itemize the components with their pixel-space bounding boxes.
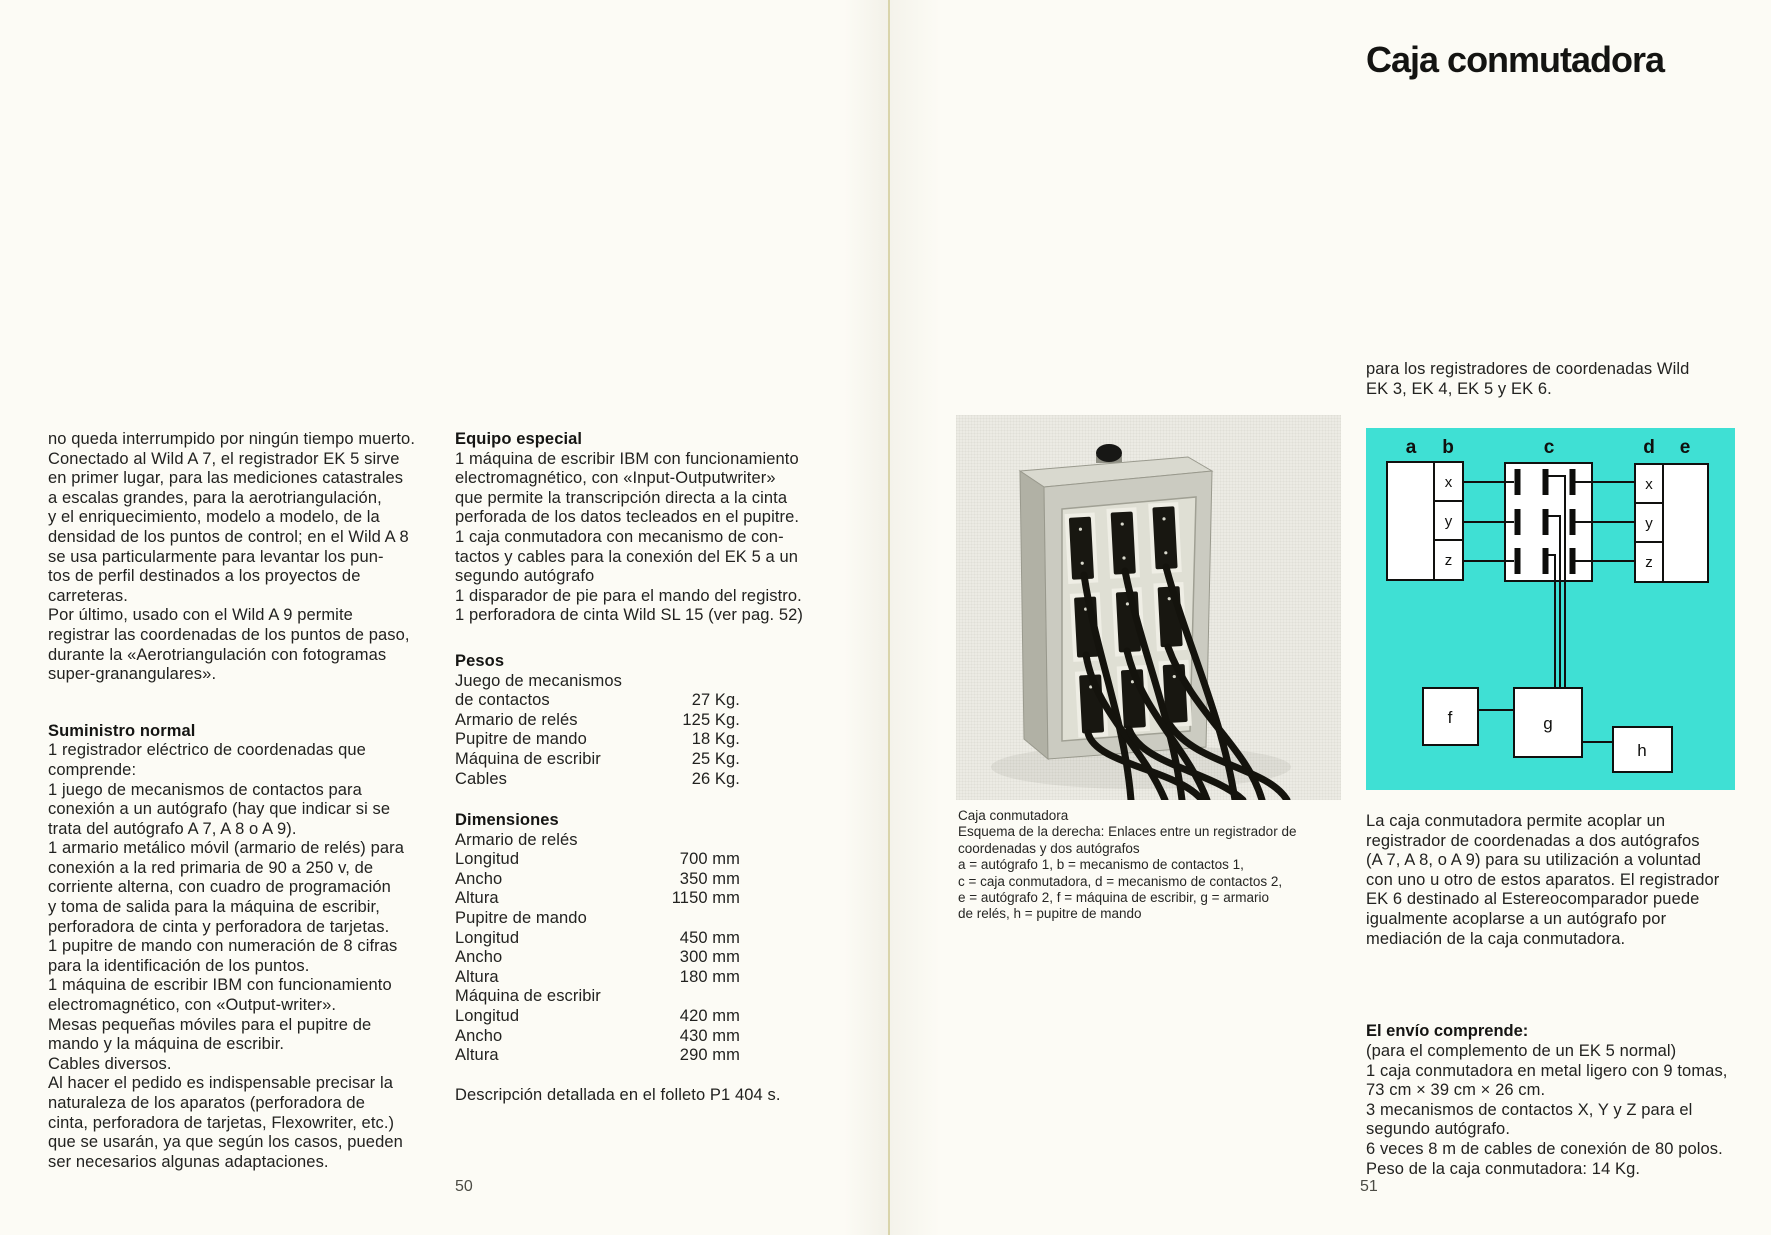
diagram-label-e: e [1679,437,1691,458]
spec-row [455,672,740,692]
text-line: cinta, perforadora de tarjetas, Flexowriter, etc.) [48,1113,395,1132]
gutter-shadow-left [844,0,888,1235]
text-line: 1 caja conmutadora con mecanismo de con- [455,527,784,546]
text-line: electromagnético, con «Output-writer». [48,996,337,1015]
spec-label: Máquina de escribir [455,987,601,1006]
spec-row [455,750,740,770]
diagram-label-b: b [1442,437,1454,458]
text-line: 1 disparador de pie para el mando del registro. [455,586,802,605]
text-line: 3 mecanismos de contactos X, Y y Z para el [1366,1100,1693,1119]
text-line: 1 armario metálico móvil (armario de relés) para [48,839,404,858]
text-line: durante la «Aerotriangulación con fotogramas [48,645,387,664]
text-line: conexión a un autógrafo (hay que indicar si se [48,800,391,819]
text-line: para los registradores de coordenadas Wild [1366,360,1690,378]
spec-label: de contactos [455,691,550,710]
spec-label: Altura [455,1046,499,1065]
spec-row [455,1007,740,1027]
paragraph-suministro [48,741,428,1172]
spec-label: Longitud [455,928,520,947]
top-knob [1096,444,1122,463]
spec-row [455,831,740,851]
text-line: Caja conmutadora [958,808,1069,823]
text-line: no queda interrumpido por ningún tiempo muerto. [48,430,416,448]
spec-label: Armario de relés [455,710,578,729]
dimensiones-table [455,831,805,1066]
text-line: a escalas grandes, para la aerotriangulación, [48,488,382,507]
spec-row [455,691,740,711]
port-label-right-x: x [1645,476,1653,493]
spec-row [455,909,740,929]
text-line: que permite la transcripción directa a la cinta [455,488,788,507]
left-column-2 [455,430,805,1105]
spec-value: 1150 mm [671,889,740,908]
spec-row [455,711,740,731]
text-line: segundo autógrafo. [1366,1120,1510,1139]
page-title: Caja conmutadora [1366,39,1665,80]
text-line: 1 juego de mecanismos de contactos para [48,780,362,799]
spec-row [455,870,740,890]
port-label-right-z: z [1645,554,1653,571]
text-line: con uno u otro de estos aparatos. El registrador [1366,870,1720,889]
text-line: comprende: [48,760,137,779]
text-line: Por último, usado con el Wild A 9 permite [48,606,353,625]
spec-value: 180 mm [679,967,740,986]
text-line: EK 6 destinado al Estereocomparador puede [1366,890,1700,909]
spec-label: Ancho [455,1026,503,1045]
spec-value: 350 mm [679,869,740,888]
text-line: mando y la máquina de escribir. [48,1035,285,1054]
spec-label: Altura [455,967,499,986]
text-line: e = autógrafo 2, f = máquina de escribir, g = armario [958,890,1270,906]
text-line: naturaleza de los aparatos (perforadora de [48,1094,365,1112]
spec-label: Altura [455,889,499,908]
diagram-label-a: a [1405,437,1417,458]
text-line: Cables diversos. [48,1054,172,1073]
text-line: 1 perforadora de cinta Wild SL 15 (ver pag. 52) [455,606,804,625]
spec-row [455,968,740,988]
text-line: c = caja conmutadora, d = mecanismo de contactos 2, [958,873,1283,889]
footnote-folleto: Descripción detallada en el folleto P1 404 s. [455,1085,781,1104]
text-line: tactos y cables para la conexión del EK 5 a un [455,547,799,566]
spec-label: Armario de relés [455,830,578,849]
spec-value: 450 mm [679,928,740,947]
spec-label: Máquina de escribir [455,749,601,768]
port-label-right-y: y [1645,515,1653,532]
spec-label: Longitud [455,1007,520,1026]
paragraph-equipo [455,450,805,626]
spec-value: 18 Kg. [691,730,740,749]
text-line: carreteras. [48,586,128,605]
text-line: registrar las coordenadas de los puntos de paso, [48,625,410,644]
text-line: ser necesarios algunas adaptaciones. [48,1152,329,1171]
box-left-face [1020,471,1048,759]
text-line: La caja conmutadora permite acoplar un [1366,812,1666,830]
text-line: 73 cm × 39 cm × 26 cm. [1366,1081,1546,1100]
spec-label: Longitud [455,850,520,869]
paragraph-intro [48,430,428,685]
text-line: EK 3, EK 4, EK 5 y EK 6. [1366,379,1552,398]
heading-envio: El envío comprende: [1366,1022,1529,1040]
page-number-50: 50 [455,1178,473,1195]
text-line: y el enriquecimiento, modelo a modelo, de la [48,508,380,527]
photo-caption [958,808,1358,923]
text-line: electromagnético, con «Input-Outputwriter» [455,469,776,488]
port-label-left-x: x [1444,474,1453,491]
connection-diagram [1366,428,1735,790]
text-line: perforadora de cinta y perforadora de tarjetas. [48,917,390,936]
text-line: de relés, h = pupitre de mando [958,906,1142,922]
text-line: Esquema de la derecha: Enlaces entre un registrador de [958,824,1297,840]
port-label-left-z: z [1444,552,1453,569]
text-line: trata del autógrafo A 7, A 8 o A 9). [48,819,297,838]
spec-value: 25 Kg. [691,749,740,768]
envio-text [1366,1042,1766,1179]
spec-value: 300 mm [679,948,740,967]
diagram-svg [1366,428,1735,790]
page-51 [890,0,1771,1235]
text-line: se usa particularmente para levantar los pun- [48,547,384,566]
text-line: en primer lugar, para las mediciones catastrales [48,469,404,488]
spec-row [455,1046,740,1066]
heading-suministro-normal: Suministro normal [48,721,196,740]
text-line: 1 registrador eléctrico de coordenadas que [48,741,366,760]
diagram-label-g: g [1543,714,1553,733]
text-line: coordenadas y dos autógrafos [958,840,1140,856]
diagram-label-c: c [1543,437,1555,458]
text-line: Mesas pequeñas móviles para el pupitre de [48,1015,372,1034]
spec-row [455,850,740,870]
spec-label: Pupitre de mando [455,730,587,749]
page-number-51: 51 [1360,1178,1378,1195]
spec-value: 430 mm [679,1026,740,1045]
text-line: 1 máquina de escribir IBM con funcionamiento [48,976,392,995]
text-line: 6 veces 8 m de cables de conexión de 80 polos. [1366,1139,1723,1158]
spec-row [455,987,740,1007]
spec-row [455,770,740,790]
spec-value: 700 mm [679,850,740,869]
spec-value: 290 mm [679,1046,740,1065]
spec-row [455,1027,740,1047]
spec-value: 26 Kg. [691,769,740,788]
text-line: (A 7, A 8, o A 9) para su utilización a voluntad [1366,851,1702,870]
text-line: corriente alterna, con cuadro de programación [48,878,391,897]
text-line: y toma de salida para la máquina de escribir, [48,898,380,917]
spec-label: Cables [455,769,507,788]
spec-value: 420 mm [679,1007,740,1026]
heading-pesos: Pesos [455,651,505,670]
spec-value: 125 Kg. [682,710,740,729]
switch-box-illustration [956,415,1341,800]
diagram-label-f: f [1447,708,1453,727]
pesos-table [455,672,805,790]
connector-grid [1064,502,1192,738]
spec-label: Juego de mecanismos [455,671,622,690]
spec-row [455,889,740,909]
text-line: super-granangulares». [48,665,217,684]
text-line: (para el complemento de un EK 5 normal) [1366,1042,1677,1060]
text-line: segundo autógrafo [455,567,595,586]
text-line: 1 caja conmutadora en metal ligero con 9 tomas, [1366,1061,1728,1080]
spec-row [455,929,740,949]
text-line: Al hacer el pedido es indispensable precisar la [48,1074,393,1093]
spec-row [455,730,740,750]
text-line: 1 pupitre de mando con numeración de 8 cifras [48,937,398,956]
diagram-label-d: d [1643,437,1655,458]
text-line: perforada de los datos tecleados en el pupitre. [455,508,800,527]
port-label-left-y: y [1444,513,1453,530]
text-line: para la identificación de los puntos. [48,956,310,975]
text-line: a = autógrafo 1, b = mecanismo de contactos 1, [958,857,1244,873]
text-line: Conectado al Wild A 7, el registrador EK 5 sirve [48,449,400,468]
heading-equipo-especial: Equipo especial [455,430,583,448]
text-line: conexión a la red primaria de 90 a 250 v, de [48,858,374,877]
spec-row [455,948,740,968]
right-body-text [1366,812,1766,949]
text-line: Peso de la caja conmutadora: 14 Kg. [1366,1159,1641,1178]
heading-dimensiones: Dimensiones [455,811,559,830]
text-line: densidad de los puntos de control; en el Wild A 8 [48,527,409,546]
text-line: tos de perfil destinados a los proyectos de [48,567,361,586]
text-line: mediación de la caja conmutadora. [1366,929,1626,948]
diagram-labels [1406,437,1691,458]
spec-label: Pupitre de mando [455,909,587,928]
spec-label: Ancho [455,948,503,967]
text-line: 1 máquina de escribir IBM con funcionamiento [455,449,799,468]
left-column-1 [48,430,428,1172]
spec-value: 27 Kg. [691,691,740,710]
text-line: igualmente acoplarse a un autógrafo por [1366,909,1667,928]
product-photo [956,415,1341,800]
text-line: registrador de coordenadas a dos autógrafos [1366,831,1700,850]
diagram-label-h: h [1637,741,1647,760]
intro-text [1366,360,1766,399]
spec-label: Ancho [455,869,503,888]
text-line: que se usarán, ya que según los casos, pueden [48,1133,403,1152]
